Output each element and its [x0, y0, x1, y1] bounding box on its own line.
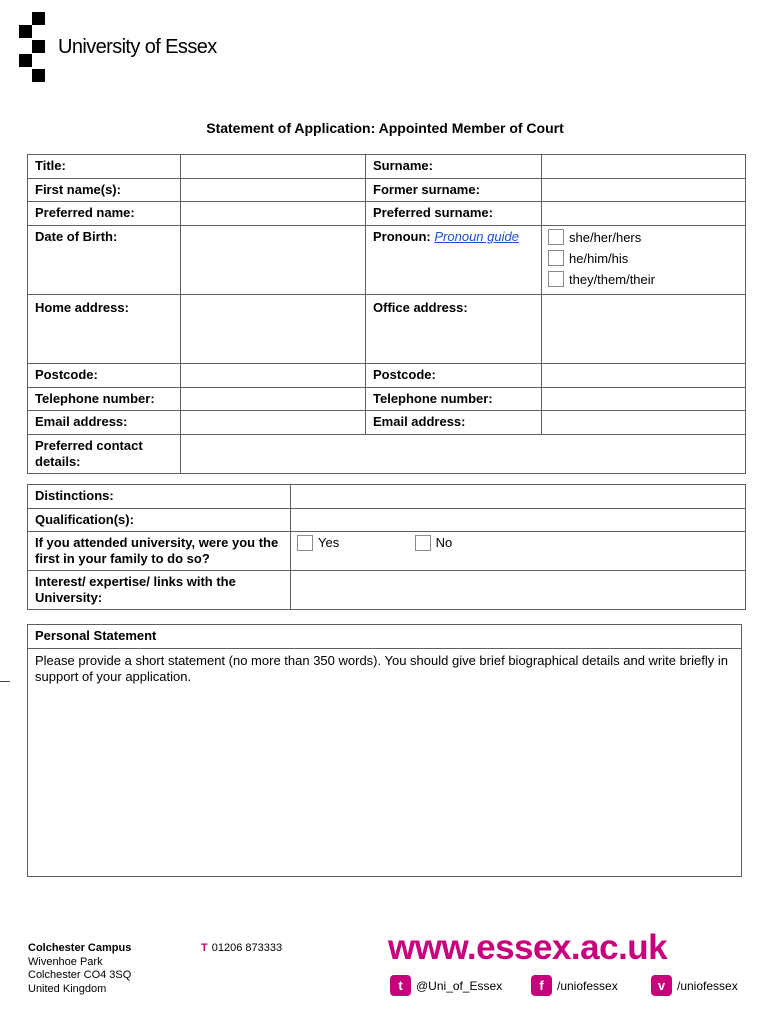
address-line-1: Wivenhoe Park	[28, 955, 103, 968]
campus-name: Colchester Campus	[28, 942, 132, 954]
pronoun-label: Pronoun:	[373, 229, 431, 244]
surname-label: Surname:	[366, 155, 542, 179]
personal-statement-instructions: Please provide a short statement (no more than 350 words). You should give brief biographical details and write briefly in support of your application.	[35, 653, 729, 684]
home-email-label: Email address:	[28, 411, 181, 435]
pronoun-option-she[interactable]: she/her/hers	[548, 229, 739, 246]
home-address-label: Home address:	[28, 295, 181, 364]
qualifications-field[interactable]	[291, 509, 746, 532]
office-address-label: Office address:	[366, 295, 542, 364]
page-title: Statement of Application: Appointed Member of Court	[206, 120, 564, 136]
first-names-label: First name(s):	[28, 179, 181, 202]
preferred-surname-label: Preferred surname:	[366, 202, 542, 226]
home-telephone-label: Telephone number:	[28, 388, 181, 411]
office-telephone-field[interactable]	[542, 388, 746, 411]
personal-statement-field[interactable]	[28, 649, 742, 877]
first-in-family-label: If you attended university, were you the first in your family to do so?	[28, 532, 291, 571]
no-option[interactable]: No	[415, 535, 453, 551]
university-logo	[14, 12, 234, 84]
home-postcode-field[interactable]	[181, 364, 366, 388]
vimeo-link[interactable]	[651, 975, 738, 996]
checkbox-yes[interactable]	[297, 535, 313, 551]
office-email-field[interactable]	[542, 411, 746, 435]
office-postcode-field[interactable]	[542, 364, 746, 388]
pronoun-label-cell	[366, 226, 542, 295]
home-email-field[interactable]	[181, 411, 366, 435]
facebook-handle: /uniofessex	[557, 978, 618, 993]
preferred-contact-field[interactable]	[181, 435, 746, 474]
preferred-name-field[interactable]	[181, 202, 366, 226]
checkbox-they[interactable]	[548, 271, 564, 287]
address-line-3: United Kingdom	[28, 982, 107, 995]
preferred-contact-label: Preferred contact details:	[28, 435, 181, 474]
facebook-link[interactable]	[531, 975, 618, 996]
home-postcode-label: Postcode:	[28, 364, 181, 388]
vimeo-handle: /uniofessex	[677, 978, 738, 993]
former-surname-field[interactable]	[542, 179, 746, 202]
pronoun-options	[542, 226, 746, 295]
qualifications-label: Qualification(s):	[28, 509, 291, 532]
interest-label: Interest/ expertise/ links with the University:	[28, 571, 291, 610]
dob-label: Date of Birth:	[28, 226, 181, 295]
dob-field[interactable]	[181, 226, 366, 295]
preferred-surname-field[interactable]	[542, 202, 746, 226]
surname-field[interactable]	[542, 155, 746, 179]
footer-phone	[201, 942, 282, 954]
preferred-name-label: Preferred name:	[28, 202, 181, 226]
pronoun-option-he[interactable]: he/him/his	[548, 250, 739, 267]
facebook-icon: f	[531, 975, 552, 996]
yes-option[interactable]: Yes	[297, 535, 411, 551]
first-names-field[interactable]	[181, 179, 366, 202]
distinctions-field[interactable]	[291, 485, 746, 509]
background-table	[27, 484, 746, 610]
office-address-field[interactable]	[542, 295, 746, 364]
office-email-label: Email address:	[366, 411, 542, 435]
checkbox-no[interactable]	[415, 535, 431, 551]
interest-field[interactable]	[291, 571, 746, 610]
phone-prefix: T	[201, 942, 208, 954]
twitter-link[interactable]	[390, 975, 502, 996]
former-surname-label: Former surname:	[366, 179, 542, 202]
twitter-handle: @Uni_of_Essex	[416, 978, 503, 993]
title-field[interactable]	[181, 155, 366, 179]
personal-details-table	[27, 154, 746, 474]
margin-mark	[0, 681, 10, 682]
checkbox-he[interactable]	[548, 250, 564, 266]
office-telephone-label: Telephone number:	[366, 388, 542, 411]
first-in-family-options	[291, 532, 746, 571]
distinctions-label: Distinctions:	[28, 485, 291, 509]
phone-number: 01206 873333	[211, 942, 283, 954]
logo-text: University of Essex	[58, 36, 217, 58]
home-address-field[interactable]	[181, 295, 366, 364]
home-telephone-field[interactable]	[181, 388, 366, 411]
personal-statement-heading: Personal Statement	[28, 625, 742, 649]
vimeo-icon: v	[651, 975, 672, 996]
footer-campus	[28, 942, 131, 996]
office-postcode-label: Postcode:	[366, 364, 542, 388]
pronoun-guide-link[interactable]: Pronoun guide	[434, 229, 519, 244]
pronoun-option-they[interactable]: they/them/their	[548, 271, 739, 288]
website-link[interactable]: www.essex.ac.uk	[388, 928, 668, 967]
address-line-2: Colchester CO4 3SQ	[28, 969, 132, 981]
title-label: Title:	[28, 155, 181, 179]
personal-statement-table	[27, 624, 742, 877]
checkbox-she[interactable]	[548, 229, 564, 245]
twitter-icon: t	[390, 975, 411, 996]
